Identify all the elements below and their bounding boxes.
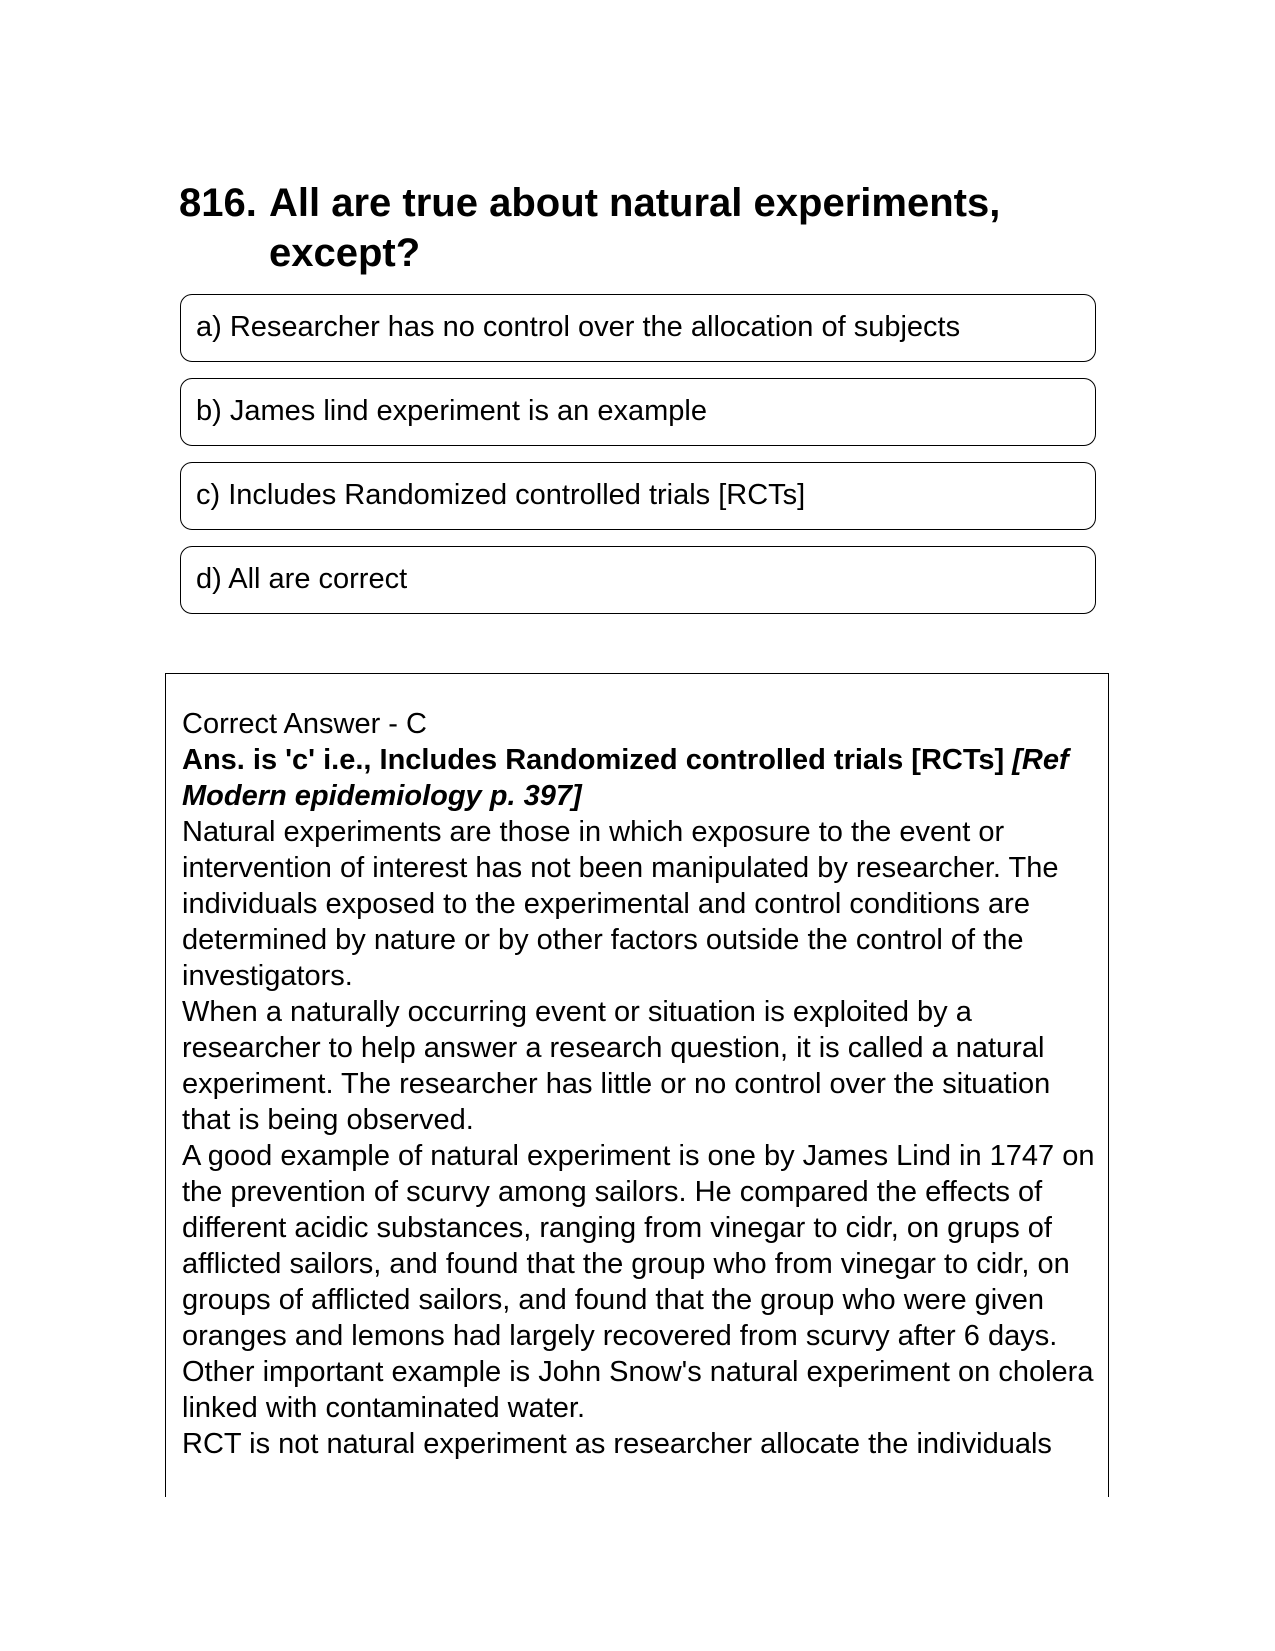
answer-heading-block: [182, 742, 1102, 814]
question-heading: [179, 178, 1079, 278]
explanation-paragraph-1: Natural experiments are those in which exposure to the event or intervention of interest has not been manipulated by researcher. The individuals exposed to the experimental and control conditions are determined by nature or by other factors outside the control of the investigators.: [182, 816, 1059, 992]
answer-reference: [Ref Modern epidemiology p. 397]: [182, 744, 1069, 812]
answer-heading: Ans. is 'c' i.e., Includes Randomized controlled trials [RCTs]: [182, 744, 1005, 776]
question-number: 816.: [179, 181, 257, 225]
correct-answer-line: Correct Answer - C: [182, 708, 427, 740]
explanation-paragraph-3: A good example of natural experiment is one by James Lind in 1747 on the prevention of scurvy among sailors. He compared the effects of different acidic substances, ranging from vinegar to cidr, on grups of afflicted sailors, and found that the group who from vinegar to cidr, on groups of afflicted sailors, and found that the group who were given oranges and lemons had largely recovered from scurvy after 6 days.: [182, 1140, 1095, 1352]
option-c[interactable]: c) Includes Randomized controlled trials [RCTs]: [180, 462, 1096, 530]
option-d[interactable]: d) All are correct: [180, 546, 1096, 614]
option-b[interactable]: b) James lind experiment is an example: [180, 378, 1096, 446]
answer-content: [182, 706, 1102, 1462]
explanation-paragraph-2: When a naturally occurring event or situation is exploited by a researcher to help answer a research question, it is called a natural experiment. The researcher has little or no control over the situation that is being observed.: [182, 996, 1051, 1136]
explanation-paragraph-4: Other important example is John Snow's natural experiment on cholera linked with contaminated water.: [182, 1356, 1094, 1424]
answer-panel: [165, 673, 1109, 1497]
explanation-paragraph-5: RCT is not natural experiment as researcher allocate the individuals: [182, 1428, 1052, 1460]
options-list: [180, 294, 1096, 630]
option-a[interactable]: a) Researcher has no control over the allocation of subjects: [180, 294, 1096, 362]
question-text: All are true about natural experiments, except?: [269, 181, 1001, 275]
